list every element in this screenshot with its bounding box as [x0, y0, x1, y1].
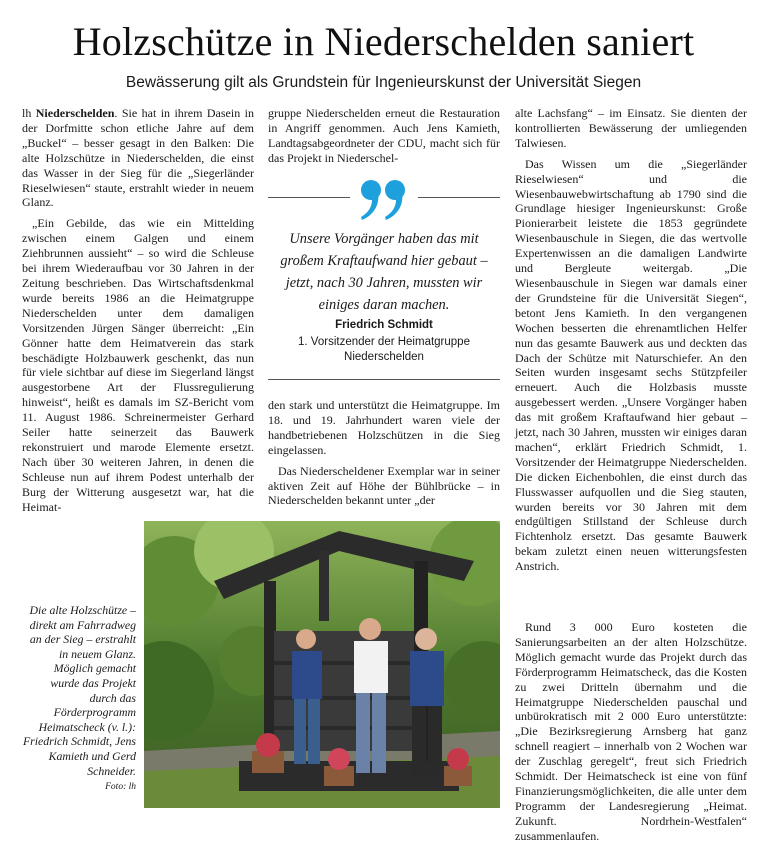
headline: Holzschütze in Niederschelden saniert [72, 19, 695, 64]
column-2-bottom [268, 398, 500, 514]
quote-mark-icon [268, 168, 500, 230]
quote-author: Friedrich Schmidt [335, 319, 433, 331]
paragraph: gruppe Niederschelden erneut die Restauration in Angriff genommen. Auch Jens Kamieth, Landtagsabgeordneter der CDU, macht sich für das Projekt in Niederschel- [268, 106, 500, 165]
paragraph: alte Lachsfang“ – im Einsatz. Sie dienten der kontrollierten Bewässerung der umliegenden Talwiesen. [515, 106, 747, 150]
paragraph: den stark und unterstützt die Heimatgruppe. Im 18. und 19. Jahrhundert waren viele der handbetriebenen Holzschützen in die Sieg eingelassen. [268, 398, 500, 457]
paragraph: Rund 3 000 Euro kosteten die Sanierungsarbeiten an der alten Holzschütze. Möglich gemacht wurde das Projekt durch das Förderprogramm Heimatscheck, das die Kosten zu zwei Dritteln übernahm und die Heimatgruppe Niederschelden pauschal und unbürokratisch mit 2 000 Euro unterstützte: „Die Bezirksregierung Arnsberg hat ganz schnell reagiert – innerhalb von 2 Wochen war der Zuschlag geregelt“, freut sich Friedrich Schmidt. Der Heimatscheck ist eine von fünf Finanzierungsmöglichkeiten, die alle unter dem Programm der Landesregierung „Heimat. Zukunft. Nordrhein-Westfalen“ zusammenlaufen. [515, 620, 747, 843]
column-3-bottom [515, 620, 747, 850]
dateline: Niederschelden [35, 106, 115, 120]
quote-author-role: 1. Vorsitzender der Heimatgruppe Niederschelden [298, 336, 470, 363]
paragraph: „Ein Gebilde, das wie ein Mittelding zwischen einem Galgen und einem Ziehbrunnen aussieht“ – so wird die Schleuse bei ihrem Wiederaufbau vor 30 Jahren in der Zeitung beschrieben. Das Wirtschaftsdenkmal wurde bereits 1986 an die Heimatgruppe Niederschelden unter dem damaligen Vorsitzenden Jürgen Sänger überreicht: „Ein Gönner hatte dem Heimatverein das stark beschädigte Holzbauwerk geschenkt, das nun für viele sichtbar auf diese im Siegerland längst ausgestorbene Art der Flussregulierung hinweist“, heißt es damals im SZ-Bericht vom 11. August 1986. Schreinermeister Gerhard Seiler hatte seinerzeit das Bauwerk rekonstruiert und marode Elemente ersetzt. Nach über 30 weiteren Jahren, in denen die Schleuse nun auf ihrem Podest unterhalb der Burg der Witterung ausgesetzt war, hat die Heimat- [22, 216, 254, 514]
column-2-top [268, 106, 500, 172]
column-1 [22, 106, 254, 520]
caption-text: Die alte Holzschütze – direkt am Fahrradweg an der Sieg – erstrahlt in neuem Glanz. Möglich gemacht wurde das Projekt durch das Förderprogramm Heimatscheck (v. l.): Friedrich Schmidt, Jens Kamieth und Gerd Schneider. [22, 603, 136, 778]
paragraph: Das Niederscheldener Exemplar war in seiner aktiven Zeit auf Höhe der Bühlbrücke – in Niederschelden bekannt unter „der [268, 463, 500, 508]
paragraph: Das Wissen um die „Siegerländer Rieselwiesen“ und die Wiesenbauwebwirtschaftung ab 1790 sind die Grundlage hiesiger Ingenieurskunst: Große Pionierarbeit leistete die 1853 gegründete Wiesenbauschule in Siegen, die das wertvolle Expertenwissen an die damaligen Landwirte und Bergleute weitergab. „Die Wiesenbauschule in Siegen war damals einer der Grundsteine für die Universität Siegen“, betont Jens Kamieth. In den vergangenen Wochen besserten die ehrenamtlichen Helfer nun das gesamte Bauwerk aus und deckten das Dach der Schütze mit Naturschiefer. An den Seiten wurden insgesamt sechs Stützpfeiler erneuert. Auch die Holzbasis musste ausgebessert werden. „Unsere Vorgänger haben das mit großem Kraftaufwand hier gebaut – jetzt, nach 30 Jahren, mussten wir einiges daran machen“, erklärt Friedrich Schmidt, 1. Vorsitzender der Heimatgruppe Niederschelden. Die dicken Eichenbohlen, die einst durch das Flusswasser aufquollen und die Sieg stauten, wurden bereits vor 30 Jahren mit dem endgültigen Stillstand der Schleuse durch Fichtenholz ersetzt. Das gesamte Bauwerk bekam zuletzt einen neuen witterungsfesten Anstrich. [515, 156, 747, 574]
subheadline: Bewässerung gilt als Grundstein für Ingenieurskunst der Universität Siegen [125, 74, 642, 91]
photo-caption [22, 603, 136, 795]
photo-credit: Foto: lh [105, 782, 136, 793]
quote-rule-bottom [268, 379, 500, 380]
column-3-top [515, 106, 747, 580]
pull-quote [268, 168, 500, 378]
lead-paragraph: lh Niederschelden. Sie hat in ihrem Dasein in der Dorfmitte schon etliche Jahre auf dem „Buckel“ – besser gesagt in den Balken: Die alte Holzschütze in Niederschelden, die einst das Wasser in der Sieg für die „Siegerländer Rieselwiesen“ staute, erstrahlt wieder in neuem Glanz. [22, 106, 254, 210]
quote-text: Unsere Vorgänger haben das mit großem Kraftaufwand hier gebaut – jetzt, nach 30 Jahren, mussten wir einiges daran machen. [280, 231, 488, 313]
article-photo [144, 521, 500, 808]
